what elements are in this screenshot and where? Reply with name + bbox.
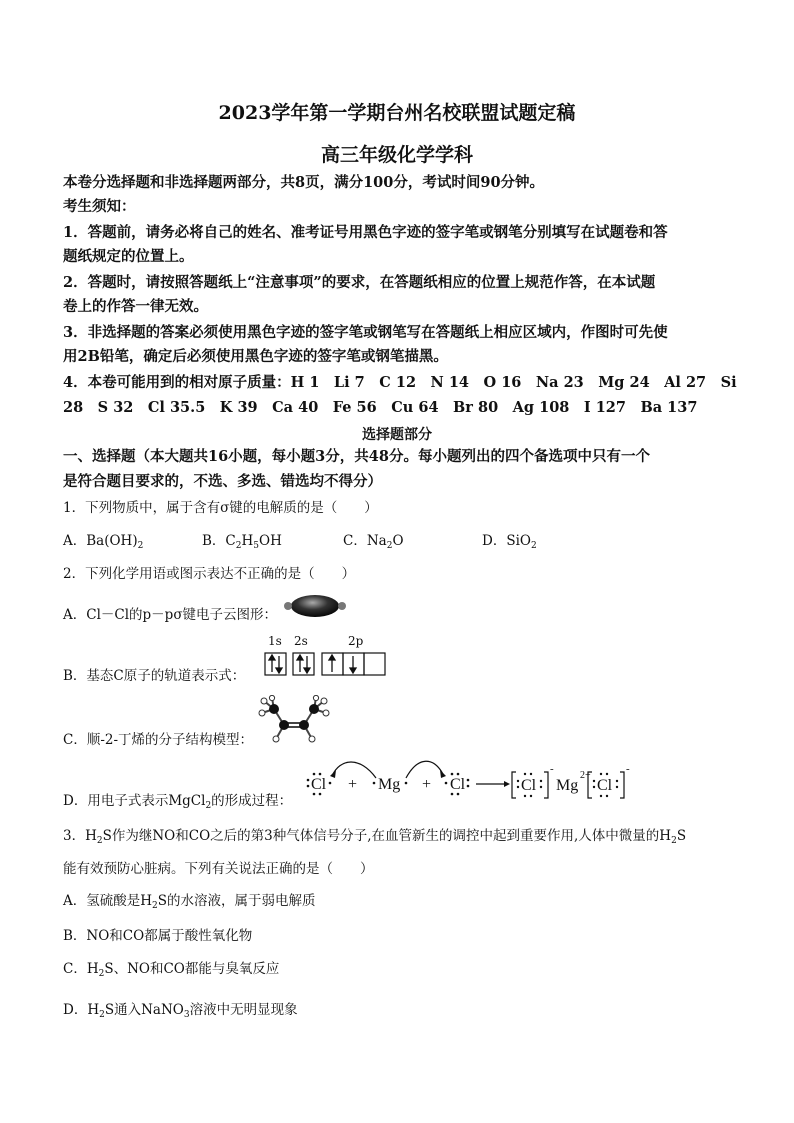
cis-2-butene-model-image — [258, 695, 332, 745]
cl-atom-2: Cl — [450, 776, 466, 793]
section-name: 选择题部分 — [362, 427, 432, 443]
q3-option-d: D．$H_2S$通入NaNO$_3$溶液中无明显现象 — [63, 1002, 298, 1020]
cl-ion-1-charge: - — [550, 763, 554, 775]
q1-option-c: C．$Na_2O$ — [343, 533, 404, 551]
page-title: 2023学年第一学期台州名校联盟试题定稿 — [218, 102, 576, 124]
orbital-diagram — [264, 634, 394, 680]
notice-2a: 2．答题时，请按照答题纸上“注意事项”的要求，在答题纸相应的位置上规范作答，在本试题 — [63, 274, 656, 291]
mg-atom: Mg — [378, 776, 401, 793]
q1-option-a: A．$Ba(OH)_2$ — [63, 533, 144, 551]
cl-ion-2-charge: - — [626, 763, 630, 775]
orbital-boxes-image — [264, 652, 392, 678]
mg-ion: Mg — [556, 777, 579, 794]
notice-4a: 4．本卷可能用到的相对原子质量：H 1 Li 7 C 12 N 14 O 16 Na 23 Mg 24 Al 27 Si — [63, 374, 737, 391]
cl-atom-1: Cl — [311, 776, 327, 793]
notice-1a: 1．答题前，请务必将自己的姓名、准考证号用黑色字迹的签字笔或钢笔分别填写在试题卷和答 — [63, 224, 668, 241]
q2-option-d: D．用电子式表示MgCl$_2$的形成过程： — [63, 793, 293, 811]
q1-option-d: D．SiO$_2$ — [482, 533, 537, 551]
notice-4b: 28 S 32 Cl 35.5 K 39 Ca 40 Fe 56 Cu 64 Br 80 Ag 108 I 127 Ba 137 — [63, 399, 698, 416]
mg-ion-charge: 2+ — [580, 770, 591, 781]
cl-ion-2: Cl — [597, 777, 613, 794]
q3-stem-b: 能有效预防心脏病。下列有关说法正确的是（ ） — [63, 861, 374, 877]
cl-ion-1: Cl — [521, 777, 537, 794]
sigma-bond-electron-cloud-image — [282, 592, 348, 620]
notice-heading: 考生须知： — [63, 198, 136, 215]
plus-2: + — [422, 776, 432, 793]
mgcl2-formation-equation — [300, 752, 640, 804]
intro-line: 本卷分选择题和非选择题两部分，共8页，满分100分，考试时间90分钟。 — [63, 174, 545, 191]
q3-option-b: B．NO和CO都属于酸性氧化物 — [63, 928, 253, 944]
q2-option-b: B．基态C原子的轨道表示式： — [63, 668, 246, 684]
q3-option-c: C．$H_2S$、NO和CO都能与臭氧反应 — [63, 961, 280, 979]
q2-option-a: A．Cl－Cl的p－pσ键电子云图形： — [63, 607, 278, 623]
q2-stem: 2．下列化学用语或图示表达不正确的是（ ） — [63, 566, 356, 582]
plus-1: + — [348, 776, 358, 793]
orbital-label-2s: 2s — [294, 634, 308, 648]
notice-1b: 题纸规定的位置上。 — [63, 248, 194, 265]
q3-option-a: A．氢硫酸是$H_2S$的水溶液，属于弱电解质 — [63, 893, 316, 911]
notice-3b: 用2B铅笔，确定后必须使用黑色字迹的签字笔或钢笔描黑。 — [63, 348, 448, 365]
q2-option-c: C．顺-2-丁烯的分子结构模型： — [63, 732, 254, 748]
orbital-label-1s: 1s — [268, 634, 282, 648]
q1-stem: 1．下列物质中，属于含有σ键的电解质的是（ ） — [63, 500, 378, 516]
q1-option-b: B．$C_2H_5OH$ — [202, 533, 282, 551]
q3-stem-a: 3．$H_2S$作为继NO和CO之后的第3种气体信号分子,在血管新生的调控中起到重要作用,人体中微量的$H_2S$ — [63, 828, 687, 846]
notice-2b: 卷上的作答一律无效。 — [63, 298, 208, 315]
part1-instructions-a: 一、选择题（本大题共16小题，每小题3分，共48分。每小题列出的四个备选项中只有一个 — [63, 448, 650, 465]
notice-3a: 3．非选择题的答案必须使用黑色字迹的签字笔或钢笔写在答题纸上相应区域内，作图时可先使 — [63, 324, 668, 341]
orbital-label-2p: 2p — [348, 634, 364, 648]
page-subtitle: 高三年级化学学科 — [320, 144, 473, 166]
part1-instructions-b: 是符合题目要求的，不选、多选、错选均不得分） — [63, 473, 382, 490]
